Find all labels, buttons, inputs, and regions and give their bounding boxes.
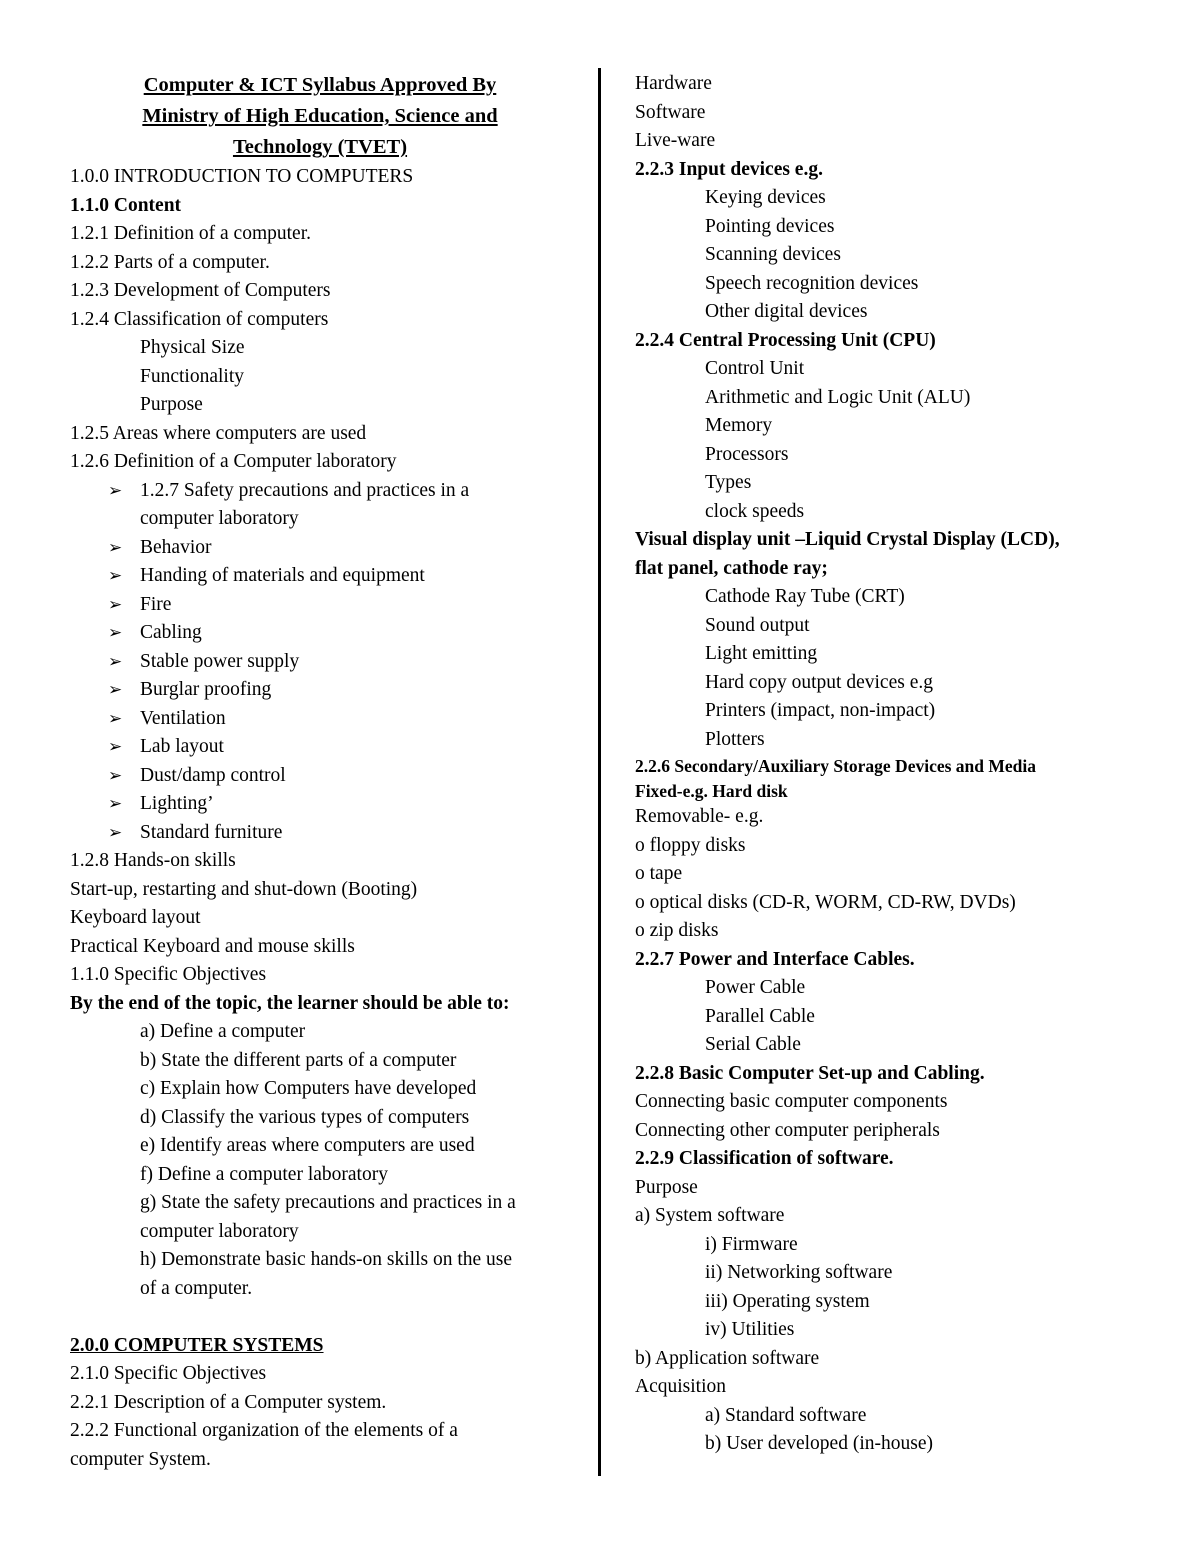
text-line: b) State the different parts of a computer [140, 1049, 457, 1071]
text-line: Parallel Cable [705, 1005, 815, 1027]
bullet-item-text: Standard furniture [140, 821, 283, 843]
text-line: b) Application software [635, 1347, 820, 1369]
bullet-list-item [70, 762, 570, 791]
doc-title-line-3: Technology (TVET) [232, 136, 408, 158]
text-line: Serial Cable [705, 1034, 801, 1055]
text-line: 1.2.1 Definition of a computer. [70, 223, 311, 244]
text-line: Processors [705, 443, 789, 465]
arrow-bullet-icon: ➢ [108, 822, 123, 842]
text-line: Connecting basic computer components [635, 1091, 948, 1112]
arrow-bullet-icon: ➢ [108, 566, 123, 585]
text-line: b) User developed (in-house) [705, 1433, 933, 1454]
bullet-item-text: Behavior [140, 536, 212, 558]
left-column [70, 70, 570, 1474]
text-line: Plotters [705, 728, 765, 750]
text-line: Keying devices [705, 187, 826, 208]
bullet-list-item [70, 676, 570, 705]
section-heading: 2.2.7 Power and Interface Cables. [635, 948, 915, 970]
text-line: a) System software [635, 1205, 785, 1226]
text-line: 1.1.0 Specific Objectives [70, 964, 267, 985]
text-line: g) State the safety precautions and practices in a [140, 1192, 516, 1213]
column-divider [598, 68, 601, 1476]
text-line: Speech recognition devices [705, 272, 919, 294]
bullet-item-text: Lighting’ [140, 793, 214, 814]
text-line: o zip disks [635, 920, 719, 941]
arrow-bullet-icon: ➢ [108, 680, 123, 699]
doc-title-line-1: Computer & ICT Syllabus Approved By [143, 74, 497, 96]
text-line: f) Define a computer laboratory [140, 1163, 388, 1185]
text-line: Removable- e.g. [635, 806, 764, 827]
text-line: Light emitting [705, 643, 818, 664]
bullet-item-text: Stable power supply [140, 650, 300, 672]
bullet-item-text: Cabling [140, 622, 202, 643]
text-line: computer laboratory [140, 508, 299, 529]
bullet-item-text: Dust/damp control [140, 764, 286, 786]
text-line: iii) Operating system [705, 1290, 870, 1312]
arrow-bullet-icon: ➢ [108, 708, 123, 728]
bullet-list-item [70, 819, 570, 848]
doc-title-line-2: Ministry of High Education, Science and [142, 105, 498, 127]
text-line: o optical disks (CD-R, WORM, CD-RW, DVDs) [635, 891, 1016, 913]
text-line: Acquisition [635, 1376, 726, 1397]
text-line: e) Identify areas where computers are used [140, 1135, 475, 1156]
bullet-list-item [70, 648, 570, 677]
text-line: Printers (impact, non-impact) [705, 700, 936, 721]
text-line: c) Explain how Computers have developed [140, 1078, 477, 1099]
text-line: d) Classify the various types of computers [140, 1106, 470, 1128]
text-line: Hardware [635, 73, 712, 94]
text-line: Start-up, restarting and shut-down (Booting) [70, 878, 418, 900]
text-line: i) Firmware [705, 1233, 798, 1255]
bullet-item-text: Fire [140, 593, 172, 615]
section-heading: 2.2.3 Input devices e.g. [635, 158, 823, 180]
bullet-list-item [70, 534, 570, 563]
section-heading: Fixed-e.g. Hard disk [635, 780, 788, 801]
text-line: Control Unit [705, 358, 805, 379]
right-column [635, 70, 1135, 1459]
text-line: Purpose [140, 394, 203, 415]
text-line: clock speeds [705, 500, 805, 522]
text-line: 1.2.3 Development of Computers [70, 280, 331, 301]
text-line: Other digital devices [705, 301, 868, 322]
bullet-list-item [70, 562, 570, 591]
text-line: o floppy disks [635, 834, 746, 856]
text-line: Software [635, 101, 706, 123]
bullet-list-item [70, 477, 570, 506]
bullet-list-item [70, 790, 570, 819]
text-line: Functionality [140, 365, 244, 387]
bullet-item-text: Ventilation [140, 707, 226, 729]
text-line: Connecting other computer peripherals [635, 1119, 940, 1141]
section-heading: 1.1.0 Content [70, 194, 182, 216]
text-line: Keyboard layout [70, 907, 201, 928]
arrow-bullet-icon: ➢ [108, 737, 123, 756]
text-line: Purpose [635, 1176, 698, 1198]
right-column-lines [635, 70, 1135, 1459]
blank-line [70, 1303, 570, 1332]
text-line: 1.2.8 Hands-on skills [70, 850, 236, 871]
arrow-bullet-icon: ➢ [108, 623, 123, 642]
text-line: Sound output [705, 614, 810, 636]
section-heading: 2.0.0 COMPUTER SYSTEMS [70, 1334, 324, 1356]
text-line: 1.2.2 Parts of a computer. [70, 251, 270, 273]
text-line: Arithmetic and Logic Unit (ALU) [705, 386, 971, 408]
bullet-item-text: Lab layout [140, 736, 224, 757]
bullet-item-text: Burglar proofing [140, 679, 272, 700]
text-line: a) Define a computer [140, 1021, 306, 1042]
section-heading: By the end of the topic, the learner should be able to: [70, 992, 510, 1014]
text-line: 1.0.0 INTRODUCTION TO COMPUTERS [70, 166, 414, 187]
text-line: Hard copy output devices e.g [705, 671, 933, 693]
text-line: 2.2.1 Description of a Computer system. [70, 1391, 387, 1413]
text-line: 1.2.6 Definition of a Computer laboratory [70, 451, 397, 472]
text-line: Pointing devices [705, 215, 835, 237]
text-line: ii) Networking software [705, 1262, 893, 1283]
bullet-list-item [70, 591, 570, 620]
arrow-bullet-icon: ➢ [108, 480, 123, 500]
text-line: 2.1.0 Specific Objectives [70, 1363, 267, 1384]
text-line: h) Demonstrate basic hands-on skills on the use [140, 1249, 513, 1270]
arrow-bullet-icon: ➢ [108, 651, 123, 671]
text-line: computer laboratory [140, 1220, 299, 1242]
text-line: o tape [635, 863, 683, 884]
text-line: of a computer. [140, 1277, 253, 1299]
bullet-item-text: 1.2.7 Safety precautions and practices in a [140, 479, 470, 501]
bullet-list-item [70, 733, 570, 762]
arrow-bullet-icon: ➢ [108, 594, 123, 614]
section-heading: 2.2.8 Basic Computer Set-up and Cabling. [635, 1062, 985, 1084]
arrow-bullet-icon: ➢ [108, 765, 123, 785]
section-heading: 2.2.6 Secondary/Auxiliary Storage Devices and Media [635, 756, 1037, 776]
text-line: Live-ware [635, 130, 716, 151]
text-line: Scanning devices [705, 244, 841, 265]
section-heading: 2.2.4 Central Processing Unit (CPU) [635, 329, 936, 351]
section-heading: Visual display unit –Liquid Crystal Display (LCD), [635, 529, 1060, 550]
text-line: computer System. [70, 1448, 211, 1470]
text-line: Power Cable [705, 977, 806, 998]
arrow-bullet-icon: ➢ [108, 537, 123, 557]
text-line: Physical Size [140, 337, 245, 358]
section-heading: 2.2.9 Classification of software. [635, 1148, 894, 1169]
text-line: Cathode Ray Tube (CRT) [705, 586, 905, 607]
section-heading: flat panel, cathode ray; [635, 557, 828, 579]
text-line: a) Standard software [705, 1404, 867, 1426]
text-line: iv) Utilities [705, 1319, 795, 1340]
text-line: Types [705, 472, 752, 493]
bullet-list-item [70, 619, 570, 648]
bullet-list-item [70, 705, 570, 734]
text-line: 1.2.5 Areas where computers are used [70, 422, 367, 444]
text-line: Memory [705, 415, 773, 436]
arrow-bullet-icon: ➢ [108, 794, 123, 813]
text-line: Practical Keyboard and mouse skills [70, 935, 355, 957]
left-column-lines [70, 163, 570, 1474]
bullet-item-text: Handing of materials and equipment [140, 565, 425, 586]
text-line: 1.2.4 Classification of computers [70, 308, 329, 330]
text-line: 2.2.2 Functional organization of the elements of a [70, 1420, 458, 1441]
